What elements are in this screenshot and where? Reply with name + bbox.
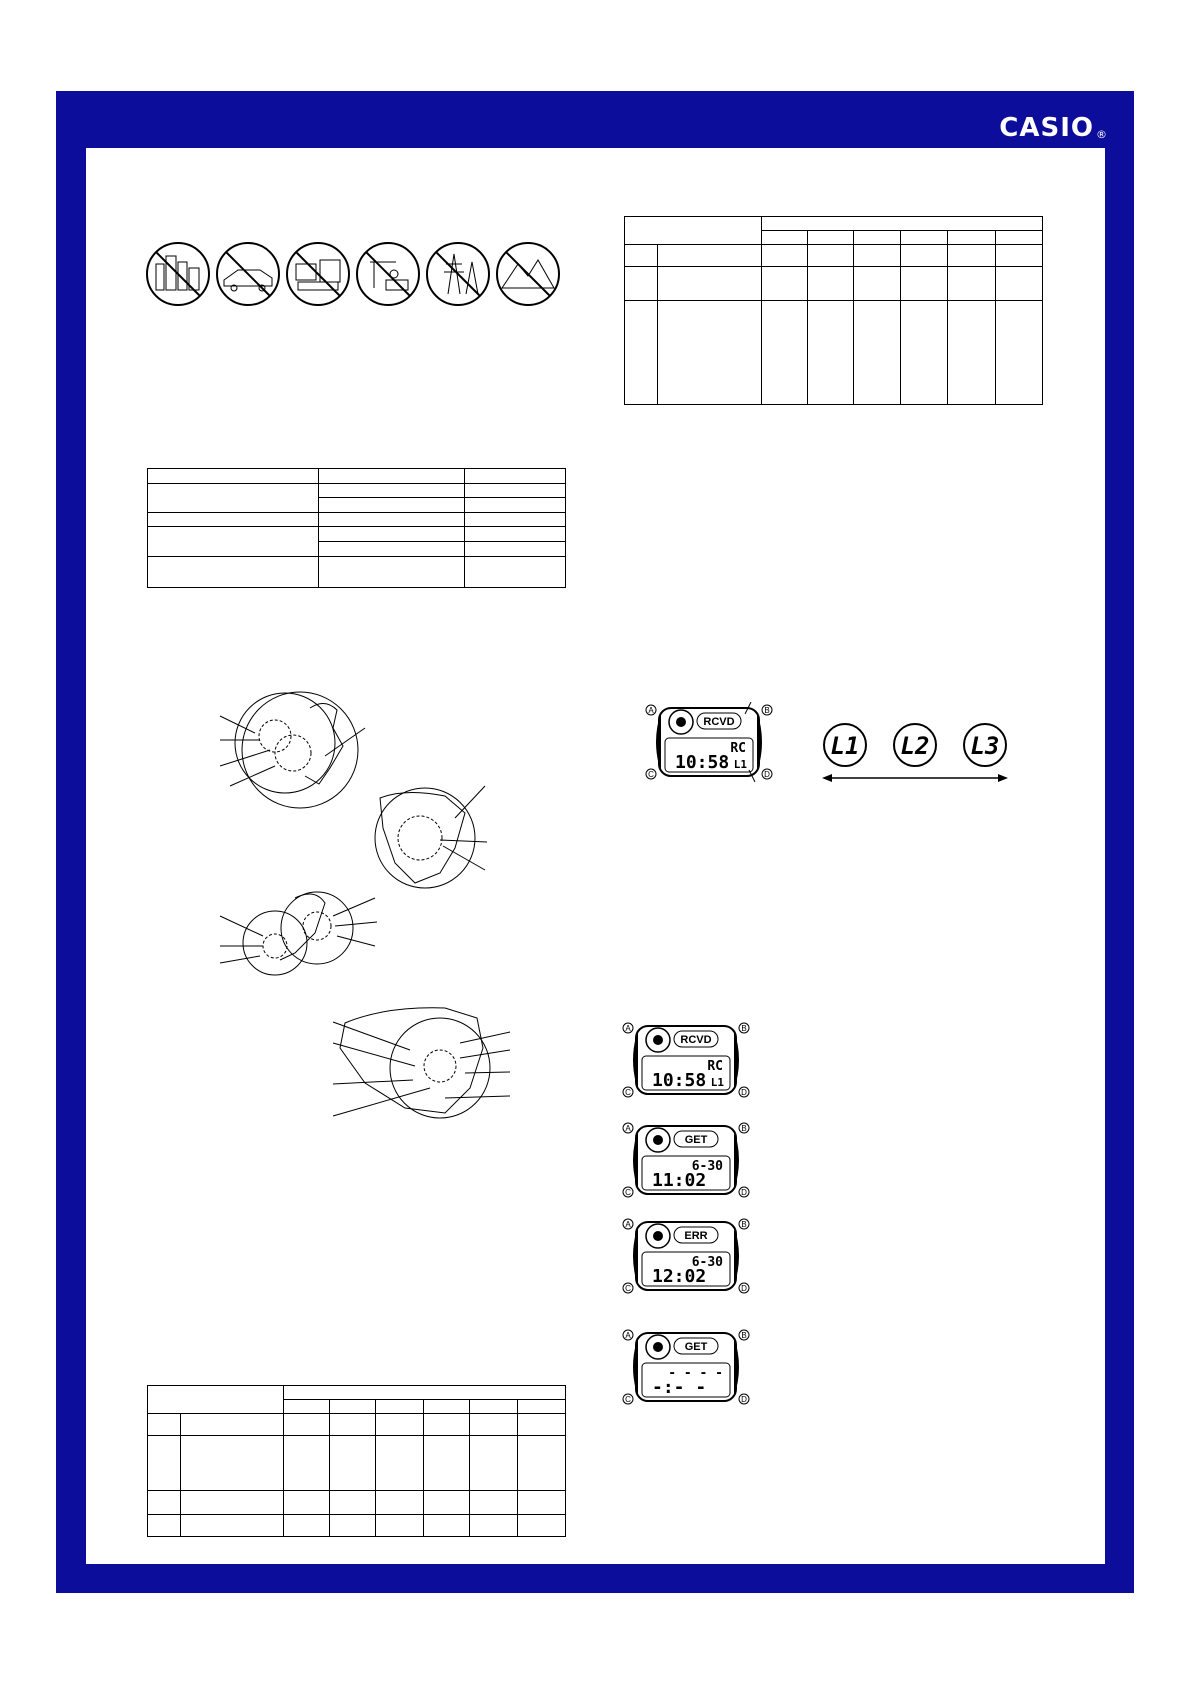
level-3-circle <box>964 724 1006 766</box>
button-c <box>623 1187 633 1197</box>
button-c <box>623 1394 633 1404</box>
badge-text: GET <box>684 1134 708 1146</box>
svg-text:C: C <box>625 1188 631 1197</box>
button-c <box>623 1087 633 1097</box>
time-readout: -:- - <box>652 1377 707 1398</box>
badge-text: ERR <box>684 1230 708 1242</box>
button-d <box>739 1087 749 1097</box>
level-2-label: L2 <box>900 732 930 760</box>
watch-display <box>622 1020 750 1105</box>
level-3-label: L3 <box>970 732 1000 760</box>
badge <box>674 1227 718 1243</box>
svg-text:A: A <box>625 1024 631 1033</box>
button-d <box>739 1394 749 1404</box>
badge-text: RCVD <box>680 1034 712 1046</box>
globe-icon <box>646 1224 670 1248</box>
mountains-icon <box>497 243 559 305</box>
appliances-icon <box>287 243 349 305</box>
receiving-schedule-table-2 <box>624 216 1043 405</box>
globe-icon <box>669 710 693 734</box>
badge <box>674 1031 718 1047</box>
top-readout: - - - - <box>668 1366 723 1381</box>
badge <box>674 1131 718 1147</box>
level-1-circle <box>824 724 866 766</box>
buildings-icon <box>147 243 209 305</box>
button-d <box>739 1283 749 1293</box>
svg-text:C: C <box>625 1088 631 1097</box>
button-b <box>739 1330 749 1340</box>
casio-logo: CASIO ® <box>999 113 1108 143</box>
watch-display <box>622 1216 750 1301</box>
button-d <box>762 769 772 779</box>
badge <box>674 1338 718 1354</box>
svg-text:A: A <box>625 1331 631 1340</box>
japan-map <box>220 892 377 975</box>
svg-text:A: A <box>625 1124 631 1133</box>
level-1-label: L1 <box>830 732 860 760</box>
level-2-circle <box>894 724 936 766</box>
svg-text:D: D <box>741 1188 747 1197</box>
button-b <box>739 1023 749 1033</box>
time-readout: 10:58 <box>652 1070 707 1091</box>
top-readout: 6-30 <box>691 1159 723 1174</box>
interference-icons-row <box>146 242 566 313</box>
reception-level-figure <box>820 723 1010 790</box>
watch-display <box>645 702 773 787</box>
watch-display <box>622 1120 750 1205</box>
badge-text: GET <box>684 1341 708 1353</box>
svg-text:C: C <box>625 1395 631 1404</box>
button-b <box>739 1123 749 1133</box>
badge <box>697 713 741 729</box>
badge-text: RCVD <box>703 716 735 728</box>
svg-text:A: A <box>648 706 654 715</box>
power-lines-icon <box>427 243 489 305</box>
button-a <box>623 1123 633 1133</box>
svg-text:D: D <box>741 1395 747 1404</box>
svg-text:D: D <box>741 1088 747 1097</box>
europe-map <box>220 692 365 808</box>
button-b <box>762 705 772 715</box>
button-d <box>739 1187 749 1197</box>
svg-text:C: C <box>625 1284 631 1293</box>
globe-icon <box>646 1335 670 1359</box>
button-c <box>623 1283 633 1293</box>
button-b <box>739 1219 749 1229</box>
button-a <box>623 1023 633 1033</box>
north-america-map <box>375 786 487 888</box>
double-arrow <box>822 774 1008 782</box>
button-c <box>646 769 656 779</box>
globe-icon <box>646 1028 670 1052</box>
svg-text:D: D <box>764 770 770 779</box>
globe-icon <box>646 1128 670 1152</box>
time-readout: 12:02 <box>652 1266 707 1287</box>
vehicles-icon <box>217 243 279 305</box>
top-readout: RC <box>730 741 746 756</box>
watch-display <box>622 1327 750 1412</box>
signal-table <box>147 468 566 588</box>
svg-text:C: C <box>648 770 654 779</box>
button-a <box>623 1330 633 1340</box>
svg-text:B: B <box>741 1024 747 1033</box>
top-readout: 6-30 <box>691 1255 723 1270</box>
time-readout: 11:02 <box>652 1170 707 1191</box>
svg-text:D: D <box>741 1284 747 1293</box>
svg-text:B: B <box>741 1124 747 1133</box>
top-readout: RC <box>707 1059 723 1074</box>
reception-range-maps <box>215 688 515 1153</box>
svg-text:A: A <box>625 1220 631 1229</box>
level-readout: L1 <box>710 1076 724 1089</box>
time-readout: 10:58 <box>675 752 730 773</box>
receiving-schedule-table <box>147 1385 566 1537</box>
button-a <box>623 1219 633 1229</box>
china-map <box>333 1008 510 1118</box>
level-readout: L1 <box>733 758 747 771</box>
svg-text:B: B <box>741 1220 747 1229</box>
svg-text:B: B <box>764 706 770 715</box>
svg-text:B: B <box>741 1331 747 1340</box>
button-a <box>646 705 656 715</box>
construction-icon <box>357 243 419 305</box>
